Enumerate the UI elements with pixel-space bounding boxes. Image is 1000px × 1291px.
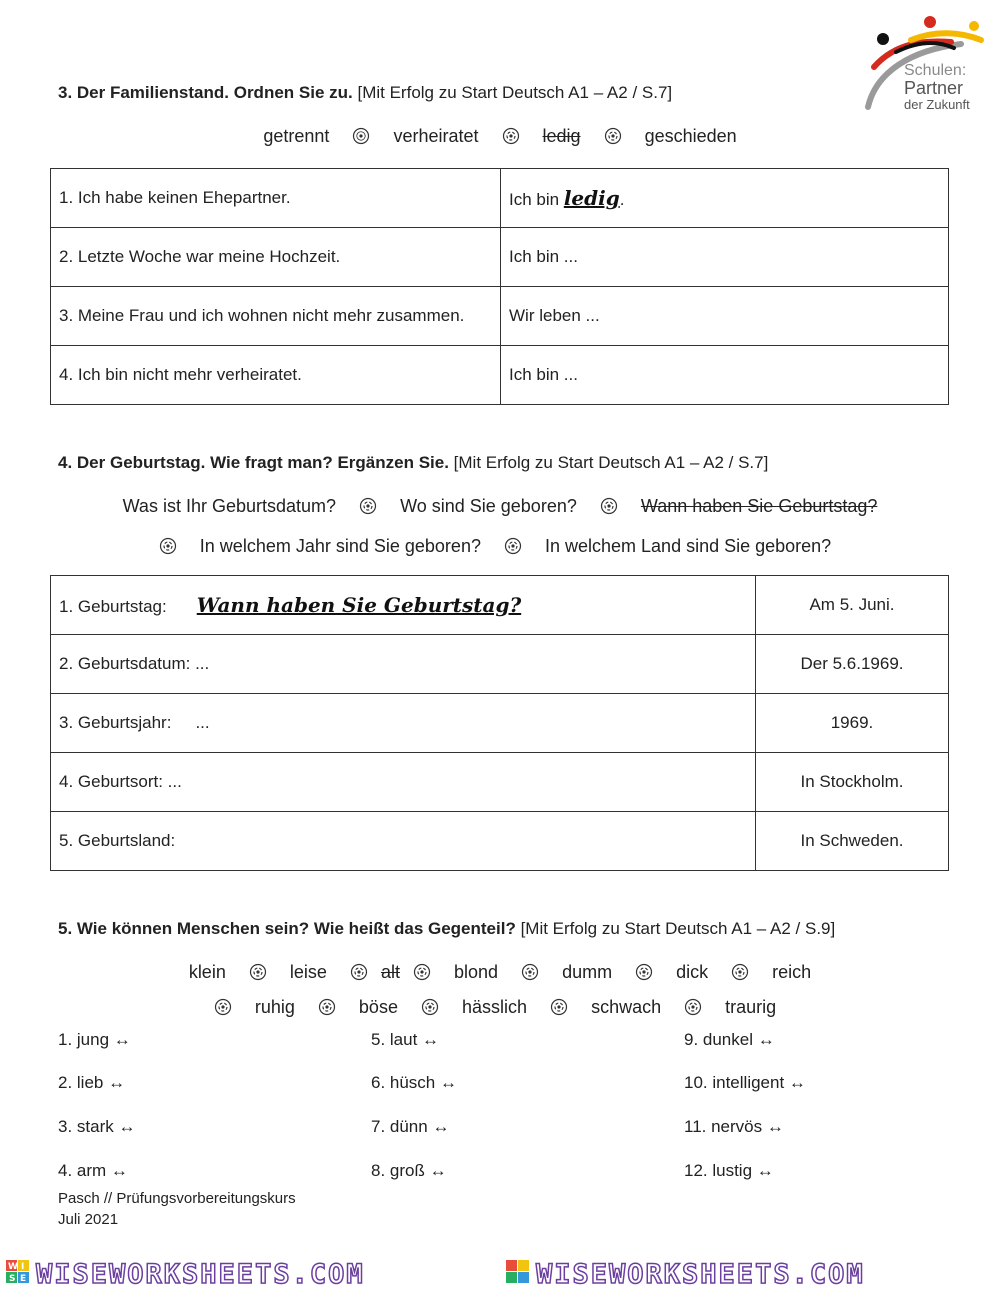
table-row <box>51 694 949 753</box>
opposite-word: 11. nervös <box>684 1117 763 1136</box>
swirl-icon <box>318 998 336 1016</box>
table-row <box>51 287 949 346</box>
ex3-word-bank <box>0 126 1000 147</box>
svg-text:I: I <box>21 1262 25 1272</box>
ex4-row-3-answer: 1969. <box>756 694 949 753</box>
ex4-heading <box>58 453 768 473</box>
svg-text:WISEWORKSHEETS.COM: WISEWORKSHEETS.COM <box>36 1259 365 1290</box>
opposite-word: 7. dünn <box>371 1117 428 1136</box>
opposite-item[interactable] <box>371 1161 447 1181</box>
ex4-reference: [Mit Erfolg zu Start Deutsch A1 – A2 / S.7] <box>453 453 769 472</box>
opposite-item[interactable] <box>58 1030 131 1050</box>
ex5-word-used: alt <box>380 962 400 982</box>
opposite-word: 2. lieb <box>58 1073 104 1092</box>
svg-text:S: S <box>9 1274 16 1284</box>
ex4-question-3-used: Wann haben Sie Geburtstag? <box>640 496 878 516</box>
table-row <box>51 753 949 812</box>
ex5-title: 5. Wie können Menschen sein? Wie heißt das Gegenteil? <box>58 919 516 938</box>
ex3-word-3-used: ledig <box>542 126 581 146</box>
ex4-title: 4. Der Geburtstag. Wie fragt man? Ergänzen Sie. <box>58 453 449 472</box>
double-arrow-icon: ↔ <box>110 1161 128 1180</box>
table-row <box>51 346 949 405</box>
ex4-row-5-label: 5. Geburtsland: <box>59 831 176 850</box>
swirl-icon <box>504 537 522 555</box>
double-arrow-icon: ↔ <box>108 1073 126 1092</box>
ex3-answer-4[interactable]: Ich bin ... <box>501 346 949 405</box>
ex5-word: leise <box>289 962 327 982</box>
ex3-answer-1-handwritten: ledig <box>563 186 620 210</box>
ex4-row-4-answer: In Stockholm. <box>756 753 949 812</box>
ex4-row-5-answer: In Schweden. <box>756 812 949 871</box>
ex3-question-2: 2. Letzte Woche war meine Hochzeit. <box>51 228 501 287</box>
ex5-word: reich <box>772 962 812 982</box>
ex4-table <box>50 575 949 871</box>
opposite-item[interactable] <box>684 1117 784 1137</box>
ex4-word-bank-line2 <box>0 536 1000 557</box>
ex5-word: ruhig <box>254 997 295 1017</box>
ex5-reference: [Mit Erfolg zu Start Deutsch A1 – A2 / S.9] <box>520 919 836 938</box>
ex4-row-2-label: 2. Geburtsdatum: ... <box>59 654 210 673</box>
ex5-word: klein <box>188 962 226 982</box>
swirl-icon <box>159 537 177 555</box>
swirl-icon <box>359 497 377 515</box>
ex3-answer-1[interactable] <box>501 169 949 228</box>
double-arrow-icon: ↔ <box>118 1117 136 1136</box>
opposite-item[interactable] <box>684 1161 774 1181</box>
opposite-word: 4. arm <box>58 1161 107 1180</box>
swirl-icon <box>684 998 702 1016</box>
swirl-icon <box>550 998 568 1016</box>
logo-text-1: Schulen: <box>904 62 967 79</box>
opposite-word: 3. stark <box>58 1117 114 1136</box>
logo-text-3: der Zukunft <box>904 97 970 112</box>
opposite-word: 8. groß <box>371 1161 425 1180</box>
double-arrow-icon: ↔ <box>429 1161 447 1180</box>
ex4-row-3-cell[interactable] <box>51 694 756 753</box>
ex4-question-1: Was ist Ihr Geburtsdatum? <box>122 496 337 516</box>
swirl-icon <box>635 963 653 981</box>
ex3-title: 3. Der Familienstand. Ordnen Sie zu. <box>58 83 353 102</box>
swirl-icon <box>352 127 370 145</box>
opposite-word: 5. laut <box>371 1030 418 1049</box>
opposite-item[interactable] <box>58 1117 135 1137</box>
ex5-word: schwach <box>591 997 662 1017</box>
watermark-graphic <box>0 1254 1000 1291</box>
ex3-table <box>50 168 949 405</box>
swirl-icon <box>521 963 539 981</box>
ex4-question-5: In welchem Land sind Sie geboren? <box>545 536 832 556</box>
ex4-row-2-answer: Der 5.6.1969. <box>756 635 949 694</box>
double-arrow-icon: ↔ <box>756 1161 774 1180</box>
opposite-item[interactable] <box>371 1117 449 1137</box>
swirl-icon <box>731 963 749 981</box>
swirl-icon <box>350 963 368 981</box>
swirl-icon <box>502 127 520 145</box>
ex3-answer-1-suffix: . <box>619 190 625 209</box>
ex5-word: böse <box>358 997 398 1017</box>
footer-course: Pasch // Prüfungsvorbereitungskurs <box>58 1190 296 1207</box>
table-row <box>51 576 949 635</box>
ex4-row-5-cell[interactable] <box>51 812 756 871</box>
ex3-heading <box>58 83 672 103</box>
ex4-word-bank-line1 <box>0 496 1000 517</box>
ex3-word-1: getrennt <box>263 126 330 146</box>
opposite-item[interactable] <box>684 1073 806 1093</box>
ex3-question-3: 3. Meine Frau und ich wohnen nicht mehr zusammen. <box>51 287 501 346</box>
double-arrow-icon: ↔ <box>422 1030 440 1049</box>
ex3-answer-1-prefix: Ich bin <box>509 190 564 209</box>
ex4-row-1-label: 1. Geburtstag: <box>59 597 167 616</box>
swirl-icon <box>600 497 618 515</box>
double-arrow-icon: ↔ <box>788 1073 806 1092</box>
logo-text-2: Partner <box>904 78 964 98</box>
opposite-item[interactable] <box>684 1030 775 1050</box>
ex3-question-1: 1. Ich habe keinen Ehepartner. <box>51 169 501 228</box>
svg-text:E: E <box>20 1274 27 1284</box>
opposite-item[interactable] <box>58 1161 128 1181</box>
double-arrow-icon: ↔ <box>766 1117 784 1136</box>
table-row <box>51 812 949 871</box>
opposite-item[interactable] <box>371 1073 457 1093</box>
ex3-reference: [Mit Erfolg zu Start Deutsch A1 – A2 / S.7] <box>357 83 673 102</box>
opposite-word: 6. hüsch <box>371 1073 436 1092</box>
double-arrow-icon: ↔ <box>113 1030 131 1049</box>
watermark-banner <box>0 1254 1000 1291</box>
ex5-heading <box>58 919 835 939</box>
ex4-row-3-dots: ... <box>195 713 210 732</box>
ex3-answer-2[interactable]: Ich bin ... <box>501 228 949 287</box>
ex4-row-3-label: 3. Geburtsjahr: <box>59 713 172 732</box>
table-row <box>51 635 949 694</box>
footer-date: Juli 2021 <box>58 1211 119 1228</box>
ex5-word: dick <box>676 962 709 982</box>
ex5-word: hässlich <box>462 997 528 1017</box>
double-arrow-icon: ↔ <box>440 1073 457 1092</box>
swirl-icon <box>249 963 267 981</box>
svg-text:W: W <box>8 1262 18 1272</box>
ex3-question-4: 4. Ich bin nicht mehr verheiratet. <box>51 346 501 405</box>
opposite-item[interactable] <box>371 1030 439 1050</box>
ex4-row-1-answer: Am 5. Juni. <box>756 576 949 635</box>
ex4-row-2-cell[interactable] <box>51 635 756 694</box>
ex3-word-2: verheiratet <box>393 126 479 146</box>
opposite-word: 1. jung <box>58 1030 110 1049</box>
ex5-word: traurig <box>725 997 777 1017</box>
ex3-answer-3[interactable]: Wir leben ... <box>501 287 949 346</box>
double-arrow-icon: ↔ <box>757 1030 775 1049</box>
ex5-word-bank-line2 <box>0 997 1000 1018</box>
opposite-item[interactable] <box>58 1073 125 1093</box>
ex5-word-bank-line1 <box>0 962 1000 983</box>
ex4-row-1-handwritten: Wann haben Sie Geburtstag? <box>196 593 522 617</box>
opposite-word: 10. intelligent <box>684 1073 785 1092</box>
swirl-icon <box>421 998 439 1016</box>
opposite-word: 12. lustig <box>684 1161 753 1180</box>
ex4-question-4: In welchem Jahr sind Sie geboren? <box>199 536 481 556</box>
table-row <box>51 169 949 228</box>
ex4-row-1-cell[interactable] <box>51 576 756 635</box>
opposite-word: 9. dunkel <box>684 1030 753 1049</box>
ex5-word: blond <box>453 962 499 982</box>
ex3-word-4: geschieden <box>644 126 737 146</box>
table-row <box>51 228 949 287</box>
ex4-row-4-label: 4. Geburtsort: ... <box>59 772 182 791</box>
ex4-row-4-cell[interactable] <box>51 753 756 812</box>
swirl-icon <box>604 127 622 145</box>
ex4-question-2: Wo sind Sie geboren? <box>400 496 577 516</box>
swirl-icon <box>214 998 232 1016</box>
double-arrow-icon: ↔ <box>432 1117 450 1136</box>
svg-text:WISEWORKSHEETS.COM: WISEWORKSHEETS.COM <box>536 1259 865 1290</box>
swirl-icon <box>413 963 431 981</box>
ex5-word: dumm <box>562 962 613 982</box>
